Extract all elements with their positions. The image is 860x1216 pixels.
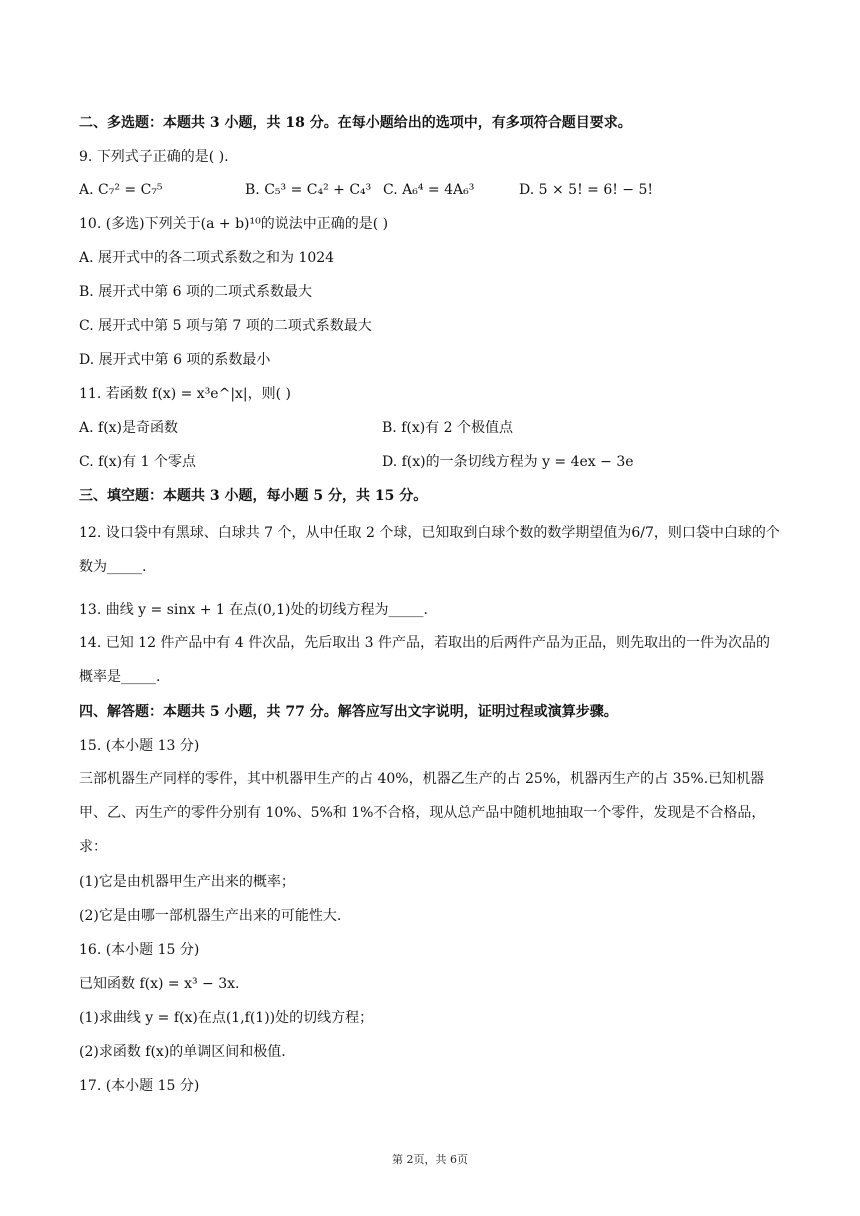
page-footer: 第 2页，共 6页: [392, 1153, 468, 1166]
question-11-option-a: A. f(x)是奇函数: [79, 420, 179, 436]
question-15-body: 三部机器生产同样的零件，其中机器甲生产的占 40%，机器乙生产的占 25%，机器丙生产的占 35%.已知机器甲、乙、丙生产的零件分别有 10%、5%和 1%不合格，现从总产品中随机地抽取一个零件，发现是不合格品，求：: [79, 771, 766, 855]
question-14: 14. 已知 12 件产品中有 4 件次品，先后取出 3 件产品，若取出的后两件产品为正品，则先取出的一件为次品的概率是_____.: [79, 635, 771, 685]
question-9-stem: 9. 下列式子正确的是( ).: [79, 149, 229, 165]
question-16-given: 已知函数 f(x) = x³ − 3x.: [79, 976, 240, 992]
question-9-option-d: D. 5 × 5! = 6! − 5!: [519, 182, 654, 198]
question-17-heading: 17. (本小题 15 分): [79, 1078, 200, 1094]
question-12: 12. 设口袋中有黑球、白球共 7 个，从中任取 2 个球，已知取到白球个数的数学期望值为6/7，则口袋中白球的个数为_____.: [79, 525, 780, 575]
question-10-stem: 10. (多选)下列关于(a + b)¹⁰的说法中正确的是( ): [79, 216, 389, 232]
question-11-option-d: D. f(x)的一条切线方程为 y = 4ex − 3e: [382, 454, 634, 470]
question-15-heading: 15. (本小题 13 分): [79, 738, 200, 754]
question-10-option-d: D. 展开式中第 6 项的系数最小: [79, 352, 271, 368]
question-10-option-c: C. 展开式中第 5 项与第 7 项的二项式系数最大: [79, 318, 372, 334]
question-15-part-2: (2)它是由哪一部机器生产出来的可能性大.: [79, 908, 342, 924]
question-16-part-2: (2)求函数 f(x)的单调区间和极值.: [79, 1044, 286, 1060]
question-11-option-b: B. f(x)有 2 个极值点: [382, 420, 513, 436]
question-10-option-a: A. 展开式中的各二项式系数之和为 1024: [79, 250, 335, 266]
question-11-option-c: C. f(x)有 1 个零点: [79, 454, 196, 470]
question-16-part-1: (1)求曲线 y = f(x)在点(1,f(1))处的切线方程；: [79, 1010, 374, 1026]
question-13: 13. 曲线 y = sinx + 1 在点(0,1)处的切线方程为_____.: [79, 602, 428, 618]
question-15-part-1: (1)它是由机器甲生产出来的概率；: [79, 874, 295, 890]
question-11-stem: 11. 若函数 f(x) = x³e^|x|，则( ): [79, 386, 292, 402]
section-multi-choice-heading: 二、多选题：本题共 3 小题，共 18 分。在每小题给出的选项中，有多项符合题目要求。: [79, 115, 632, 131]
question-10-option-b: B. 展开式中第 6 项的二项式系数最大: [79, 284, 312, 300]
question-9-option-a: A. C₇² = C₇⁵: [79, 182, 163, 198]
section-fill-in-heading: 三、填空题：本题共 3 小题，每小题 5 分，共 15 分。: [79, 488, 428, 504]
question-9-option-b: B. C₅³ = C₄² + C₄³: [245, 182, 372, 198]
question-16-heading: 16. (本小题 15 分): [79, 942, 200, 958]
question-9-option-c: C. A₆⁴ = 4A₆³: [383, 182, 475, 198]
section-solve-heading: 四、解答题：本题共 5 小题，共 77 分。解答应写出文字说明，证明过程或演算步骤。: [79, 704, 618, 720]
